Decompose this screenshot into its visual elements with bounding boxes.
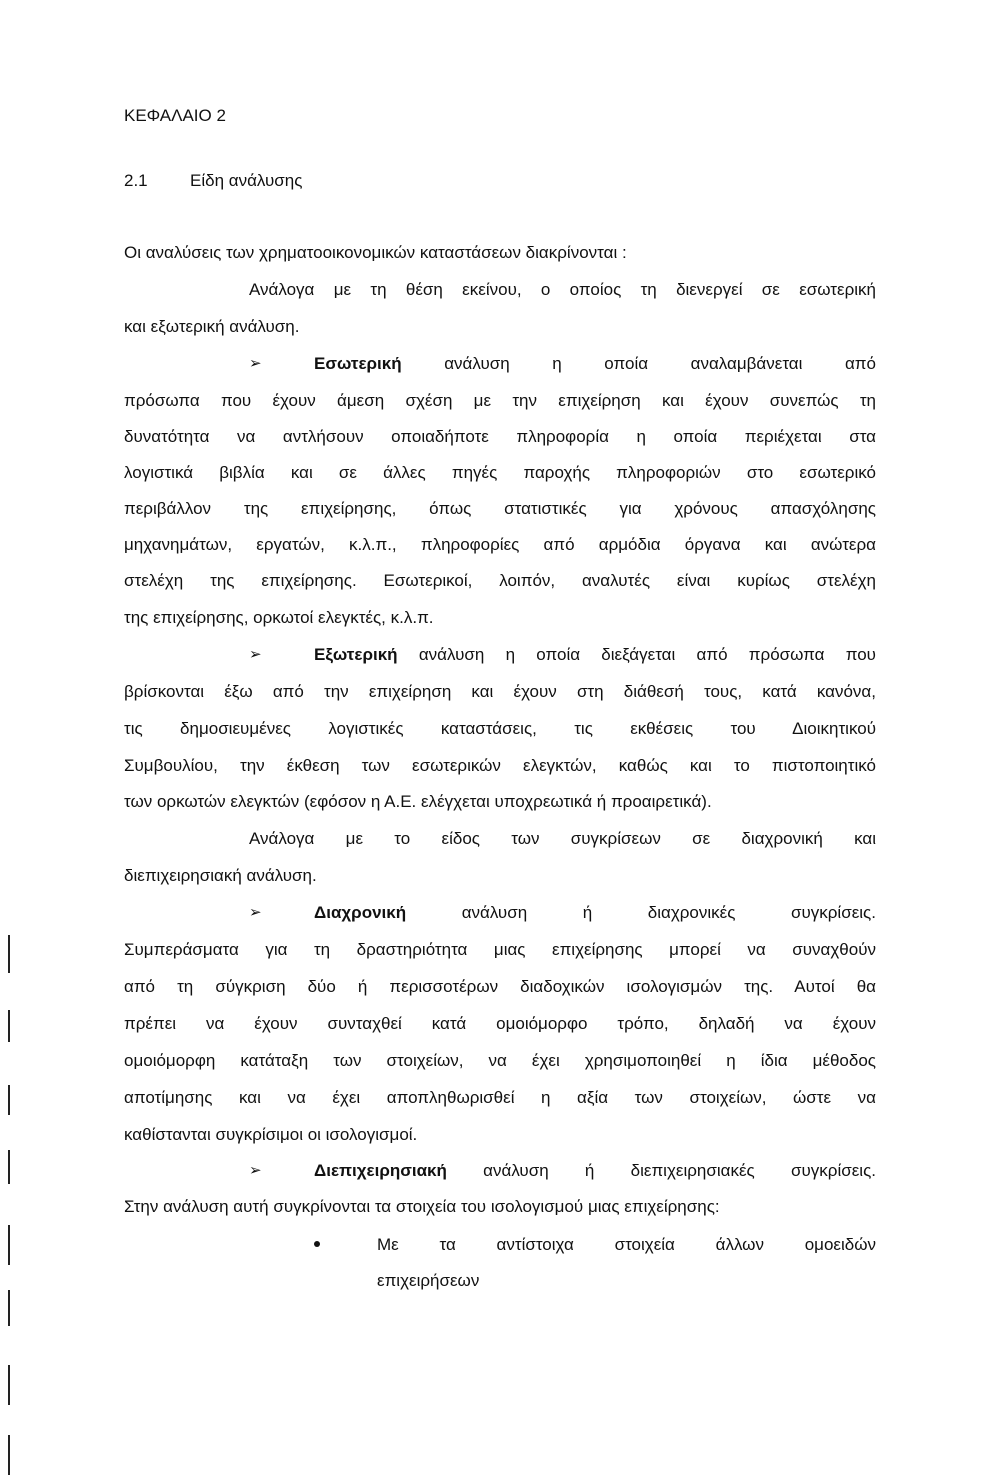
- longitudinal-term: Διαχρονική: [314, 903, 407, 922]
- internal-line: της επιχείρησης, ορκωτοί ελεγκτές, κ.λ.π.: [124, 608, 434, 627]
- arrow-bullet-icon: ➢: [249, 1162, 262, 1179]
- intro-paragraph: Οι αναλύσεις των χρηματοοικονομικών καταστάσεων διακρίνονται :: [124, 243, 627, 262]
- scan-margin-mark: [8, 1365, 10, 1405]
- external-line: βρίσκονται έξω από την επιχείρηση και έχουν στη διάθεσή τους, κατά κανόνα,: [124, 682, 876, 701]
- internal-heading-rest: ανάλυση η οποία αναλαμβάνεται από: [444, 354, 876, 373]
- longitudinal-line: καθίστανται συγκρίσιμοι οι ισολογισμοί.: [124, 1125, 418, 1144]
- internal-line: στελέχη της επιχείρησης. Εσωτερικοί, λοιπόν, αναλυτές είναι κυρίως στελέχη: [124, 571, 876, 590]
- external-line: Συμβουλίου, την έκθεση των εσωτερικών ελεγκτών, καθώς και το πιστοποιητικό: [124, 756, 876, 775]
- longitudinal-line: πρέπει να έχουν συνταχθεί κατά ομοιόμορφο τρόπο, δηλαδή να έχουν: [124, 1014, 876, 1033]
- longitudinal-line: Συμπεράσματα για τη δραστηριότητα μιας επιχείρησης μπορεί να συναχθούν: [124, 940, 876, 959]
- external-line: τις δημοσιευμένες λογιστικές καταστάσεις, τις εκθέσεις του Διοικητικού: [124, 719, 876, 738]
- criterion2-line1: Ανάλογα με το είδος των συγκρίσεων σε διαχρονική και: [249, 829, 876, 848]
- scan-margin-mark: [8, 1010, 10, 1042]
- section-title: Είδη ανάλυσης: [190, 171, 303, 190]
- scan-margin-mark: [8, 1150, 10, 1184]
- bullet-line1: Με τα αντίστοιχα στοιχεία άλλων ομοειδών: [377, 1235, 876, 1254]
- internal-line: λογιστικά βιβλία και σε άλλες πηγές παροχής πληροφοριών στο εσωτερικό: [124, 463, 876, 482]
- criterion1-line2: και εξωτερική ανάλυση.: [124, 317, 300, 336]
- intercompany-heading-rest: ανάλυση ή διεπιχειρησιακές συγκρίσεις.: [483, 1161, 876, 1180]
- criterion1-line1: Ανάλογα με τη θέση εκείνου, ο οποίος τη διενεργεί σε εσωτερική: [249, 280, 876, 299]
- section-heading: [124, 170, 876, 192]
- scan-margin-mark: [8, 1435, 10, 1475]
- internal-line: μηχανημάτων, εργατών, κ.λ.π., πληροφορίες από αρμόδια όργανα και ανώτερα: [124, 535, 876, 554]
- longitudinal-heading-rest: ανάλυση ή διαχρονικές συγκρίσεις.: [461, 903, 876, 922]
- chapter-heading: ΚΕΦΑΛΑΙΟ 2: [124, 106, 226, 125]
- internal-line: δυνατότητα να αντλήσουν οποιαδήποτε πληροφορία η οποία περιέχεται στα: [124, 427, 876, 446]
- arrow-bullet-icon: ➢: [249, 646, 262, 663]
- internal-line: πρόσωπα που έχουν άμεση σχέση με την επιχείρηση και έχουν συνεπώς τη: [124, 391, 876, 410]
- internal-line: περιβάλλον της επιχείρησης, όπως στατιστικές για χρόνους απασχόλησης: [124, 499, 876, 518]
- criterion2-line2: διεπιχειρησιακή ανάλυση.: [124, 866, 317, 885]
- external-line: των ορκωτών ελεγκτών (εφόσον η Α.Ε. ελέγχεται υποχρεωτικά ή προαιρετικά).: [124, 792, 712, 811]
- bullet-dot-icon: [314, 1241, 320, 1247]
- scan-margin-mark: [8, 1225, 10, 1265]
- section-number: 2.1: [124, 171, 148, 190]
- intercompany-term: Διεπιχειρησιακή: [314, 1161, 447, 1180]
- arrow-bullet-icon: ➢: [249, 355, 262, 372]
- external-term: Εξωτερική: [314, 645, 398, 664]
- external-heading-rest: ανάλυση η οποία διεξάγεται από πρόσωπα που: [418, 645, 876, 664]
- intercompany-line: Στην ανάλυση αυτή συγκρίνονται τα στοιχεία του ισολογισμού μιας επιχείρησης:: [124, 1197, 720, 1216]
- arrow-bullet-icon: ➢: [249, 904, 262, 921]
- scan-margin-mark: [8, 1290, 10, 1326]
- scan-margin-mark: [8, 935, 10, 973]
- longitudinal-line: ομοιόμορφη κατάταξη των στοιχείων, να έχει χρησιμοποιηθεί η ίδια μέθοδος: [124, 1051, 876, 1070]
- longitudinal-line: από τη σύγκριση δύο ή περισσοτέρων διαδοχικών ισολογισμών της. Αυτοί θα: [124, 977, 876, 996]
- longitudinal-line: αποτίμησης και να έχει αποπληθωρισθεί η αξία των στοιχείων, ώστε να: [124, 1088, 876, 1107]
- internal-term: Εσωτερική: [314, 354, 402, 373]
- scan-margin-mark: [8, 1085, 10, 1115]
- bullet-line2: επιχειρήσεων: [377, 1271, 480, 1290]
